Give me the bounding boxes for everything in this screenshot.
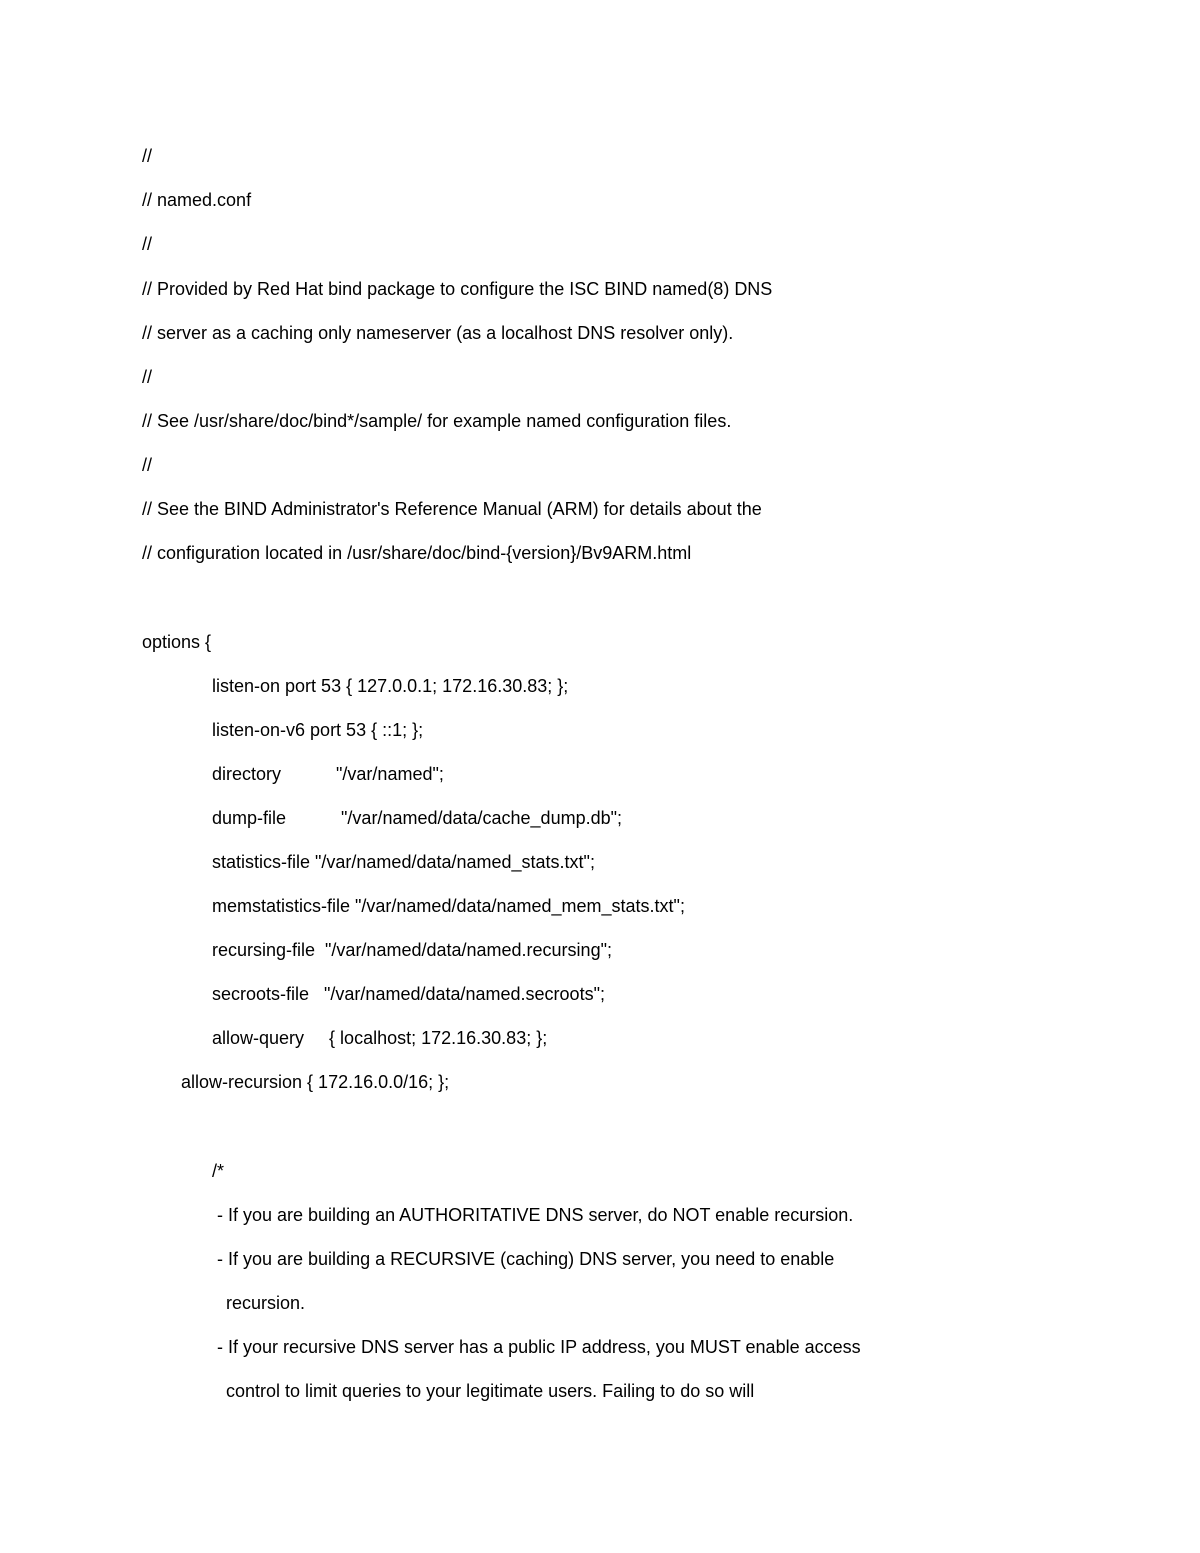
comment-line: // — [142, 455, 153, 475]
comment-line: // — [142, 146, 153, 166]
config-line: allow-recursion { 172.16.0.0/16; }; — [181, 1072, 450, 1092]
config-line: listen-on port 53 { 127.0.0.1; 172.16.30.83; }; — [212, 676, 569, 696]
config-line: dump-file "/var/named/data/cache_dump.db"; — [212, 808, 622, 828]
config-line: directory "/var/named"; — [212, 764, 444, 784]
block-comment-line: - If your recursive DNS server has a public IP address, you MUST enable access — [217, 1337, 861, 1357]
config-line: listen-on-v6 port 53 { ::1; }; — [212, 720, 424, 740]
config-line: statistics-file "/var/named/data/named_stats.txt"; — [212, 852, 595, 872]
config-line: memstatistics-file "/var/named/data/named_mem_stats.txt"; — [212, 896, 685, 916]
comment-line: // Provided by Red Hat bind package to configure the ISC BIND named(8) DNS — [142, 279, 773, 299]
block-comment-line: control to limit queries to your legitimate users. Failing to do so will — [226, 1381, 755, 1401]
config-line: recursing-file "/var/named/data/named.recursing"; — [212, 940, 612, 960]
config-line: secroots-file "/var/named/data/named.secroots"; — [212, 984, 605, 1004]
comment-line: // See /usr/share/doc/bind*/sample/ for example named configuration files. — [142, 411, 732, 431]
block-comment-line: - If you are building an AUTHORITATIVE DNS server, do NOT enable recursion. — [217, 1205, 854, 1225]
comment-line: // — [142, 234, 153, 254]
comment-line: // See the BIND Administrator's Reference Manual (ARM) for details about the — [142, 499, 762, 519]
comment-line: // server as a caching only nameserver (as a localhost DNS resolver only). — [142, 323, 734, 343]
comment-line: // named.conf — [142, 190, 252, 210]
options-block-start: options { — [142, 632, 212, 652]
block-comment-line: recursion. — [226, 1293, 306, 1313]
comment-line: // configuration located in /usr/share/doc/bind-{version}/Bv9ARM.html — [142, 543, 692, 563]
block-comment-start: /* — [212, 1161, 225, 1181]
config-line: allow-query { localhost; 172.16.30.83; }; — [212, 1028, 548, 1048]
block-comment-line: - If you are building a RECURSIVE (caching) DNS server, you need to enable — [217, 1249, 835, 1269]
comment-line: // — [142, 367, 153, 387]
